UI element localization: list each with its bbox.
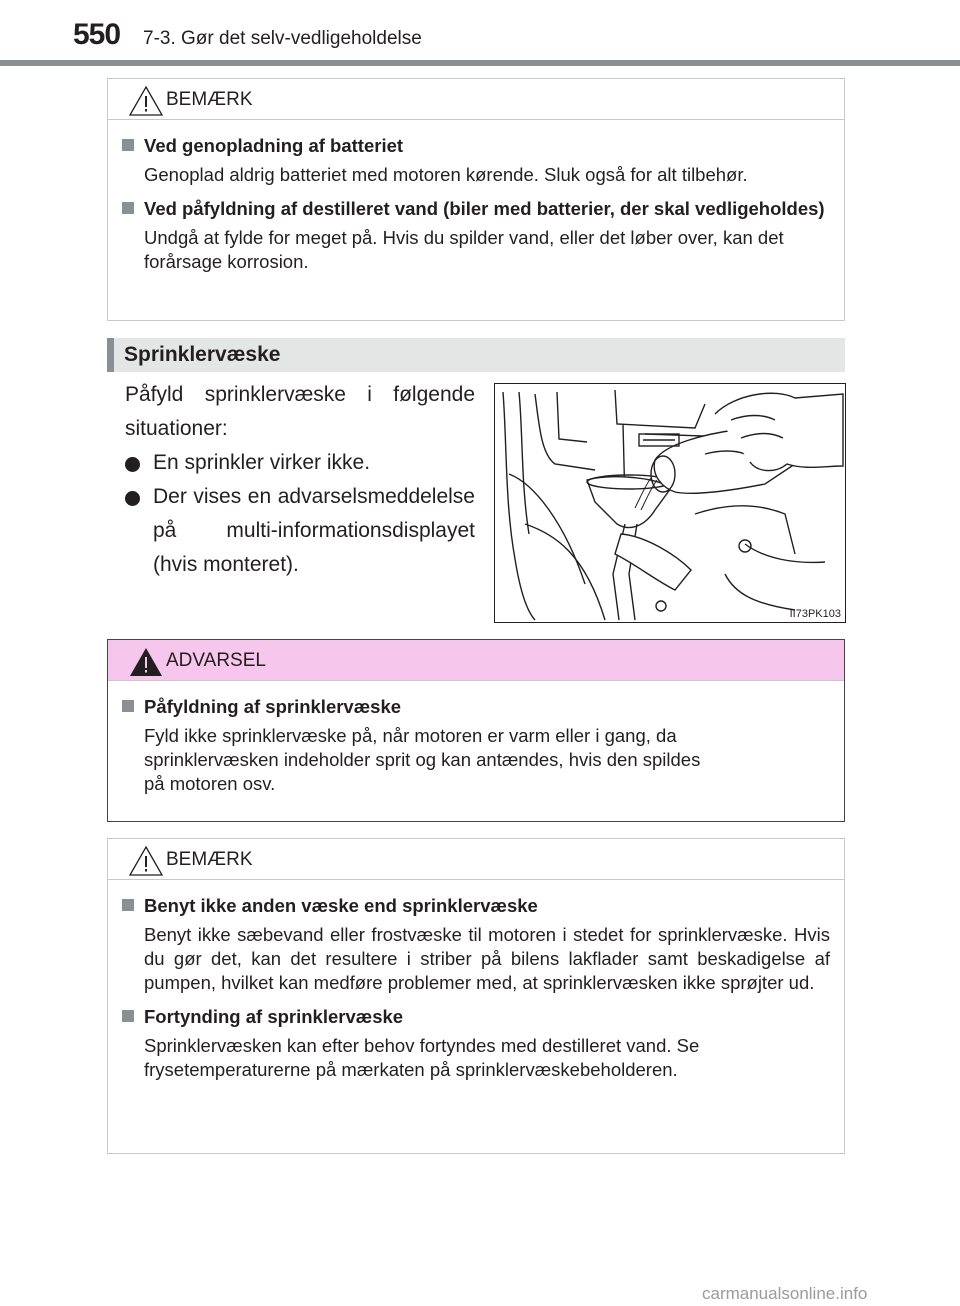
figure-code: II73PK103 bbox=[789, 608, 841, 620]
square-bullet-icon bbox=[122, 139, 134, 151]
round-bullet-icon bbox=[125, 491, 140, 506]
square-bullet-icon bbox=[122, 202, 134, 214]
page-header bbox=[0, 0, 960, 70]
note-box-header bbox=[108, 839, 844, 880]
note-item-text: Benyt ikke sæbevand eller frostvæske til motoren i stedet for sprinklervæske. Hvis du gør det, kan det resultere i striber på bilens lakflader samt beskadigelse af pumpen, hvilket kan medføre problemer med, at sprinklervæsken ikke sprøjter ud. bbox=[144, 924, 830, 993]
note-item-title: Fortynding af sprinklervæske bbox=[144, 1006, 404, 1027]
note-box-battery bbox=[107, 78, 845, 321]
warning-box-label: ADVARSEL bbox=[166, 650, 266, 671]
note-item-text: Undgå at fylde for meget på. Hvis du spilder vand, eller det løber over, kan det forårsage korrosion. bbox=[144, 227, 784, 272]
note-item-title: Benyt ikke anden væske end sprinklervæske bbox=[144, 895, 538, 916]
warning-box-washer-fluid bbox=[107, 639, 845, 822]
intro-text bbox=[125, 378, 475, 582]
round-bullet-icon bbox=[125, 457, 140, 472]
square-bullet-icon bbox=[122, 1010, 134, 1022]
pouring-fluid-illustration bbox=[495, 384, 845, 622]
section-title: 7-3. Gør det selv-vedligeholdelse bbox=[143, 28, 422, 49]
warning-item bbox=[122, 695, 830, 796]
page-number: 550 bbox=[73, 18, 121, 51]
note-box-washer-fluid bbox=[107, 838, 845, 1154]
note-box-label: BEMÆRK bbox=[166, 849, 253, 870]
warning-item-text: Fyld ikke sprinklervæske på, når motoren er varm eller i gang, da sprinklervæsken indeholder sprit og kan antændes, hvis den spildes på motoren osv. bbox=[144, 725, 701, 794]
square-bullet-icon bbox=[122, 700, 134, 712]
note-item bbox=[122, 1005, 830, 1082]
header-rule bbox=[0, 60, 960, 66]
intro-bullet: En sprinkler virker ikke. bbox=[125, 446, 475, 480]
note-item bbox=[122, 134, 830, 187]
warning-item-title: Påfyldning af sprinklervæske bbox=[144, 696, 402, 717]
note-item bbox=[122, 197, 830, 274]
warning-outline-icon bbox=[128, 845, 164, 877]
note-item-title: Ved genopladning af batteriet bbox=[144, 135, 404, 156]
section-heading-bar bbox=[107, 338, 845, 372]
note-item-text: Sprinklervæsken kan efter behov fortyndes med destilleret vand. Se frysetemperaturerne på mærkaten på sprinklervæskebeholderen. bbox=[144, 1035, 700, 1080]
note-item bbox=[122, 894, 830, 995]
note-item-title: Ved påfyldning af destilleret vand (biler med batterier, der skal vedligeholdes) bbox=[144, 198, 825, 219]
intro-bullet: Der vises en advarselsmeddelelse på multi-informationsdisplayet (hvis monteret). bbox=[125, 480, 475, 582]
section-heading: Sprinklervæske bbox=[124, 343, 281, 366]
washer-fluid-illustration bbox=[494, 383, 846, 623]
intro-lead: Påfyld sprinklervæske i følgende situationer: bbox=[125, 383, 475, 440]
warning-filled-icon bbox=[128, 646, 164, 678]
square-bullet-icon bbox=[122, 899, 134, 911]
warning-outline-icon bbox=[128, 85, 164, 117]
note-item-text: Genoplad aldrig batteriet med motoren kørende. Sluk også for alt tilbehør. bbox=[144, 164, 748, 185]
warning-box-header bbox=[108, 640, 844, 681]
note-box-label: BEMÆRK bbox=[166, 89, 253, 110]
watermark-text: carmanualsonline.info bbox=[702, 1284, 868, 1303]
note-box-header bbox=[108, 79, 844, 120]
